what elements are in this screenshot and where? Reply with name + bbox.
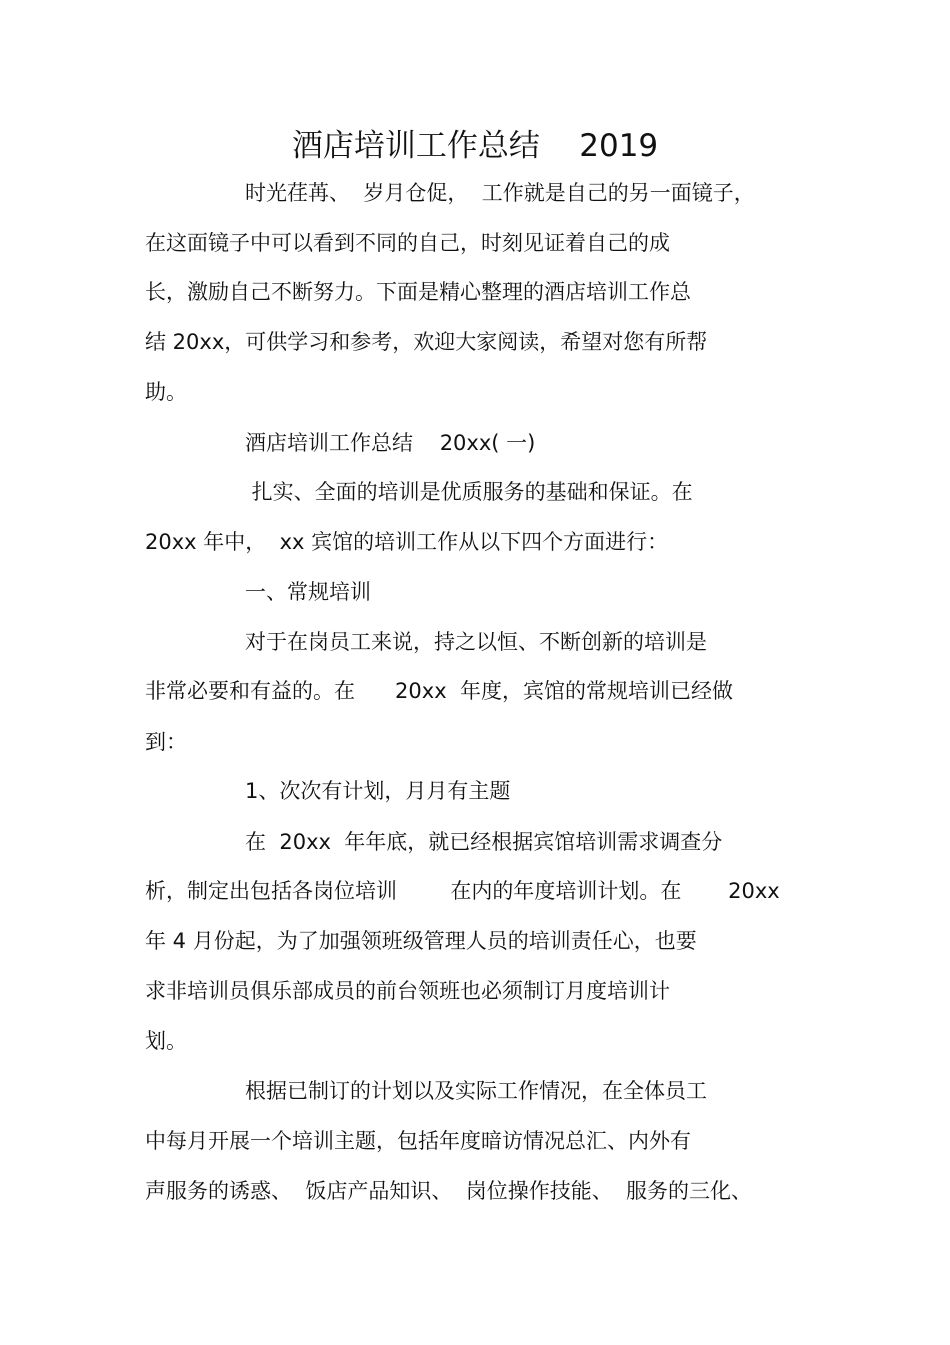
section-heading: 1、次次有计划，月月有主题 (245, 779, 511, 803)
section-heading: 一、常规培训 (245, 580, 371, 604)
paragraph-line: 声服务的诱惑、 饭店产品知识、 岗位操作技能、 服务的三化、 (145, 1179, 753, 1203)
paragraph-line: 长，激励自己不断努力。下面是精心整理的酒店培训工作总 (145, 280, 691, 304)
paragraph-line: 在这面镜子中可以看到不同的自己，时刻见证着自己的成 (145, 231, 670, 255)
paragraph-line: 在 20xx 年年底，就已经根据宾馆培训需求调查分 (245, 830, 723, 854)
paragraph-line: 年 4 月份起，为了加强领班级管理人员的培训责任心，也要 (145, 929, 697, 953)
paragraph-line: 到： (145, 730, 187, 754)
paragraph-line: 划。 (145, 1029, 187, 1053)
paragraph-line: 对于在岗员工来说，持之以恒、不断创新的培训是 (245, 630, 707, 654)
paragraph-line: 根据已制订的计划以及实际工作情况，在全体员工 (245, 1079, 707, 1103)
paragraph-line: 扎实、全面的培训是优质服务的基础和保证。在 (245, 480, 693, 504)
paragraph-line: 析，制定出包括各岗位培训 在内的年度培训计划。在 20xx (145, 879, 780, 903)
paragraph-line: 时光荏苒、 岁月仓促， 工作就是自己的另一面镜子， (245, 181, 755, 205)
paragraph-line: 中每月开展一个培训主题，包括年度暗访情况总汇、内外有 (145, 1129, 691, 1153)
paragraph-line: 结 20xx，可供学习和参考，欢迎大家阅读，希望对您有所帮 (145, 330, 708, 354)
paragraph-line: 非常必要和有益的。在 20xx 年度，宾馆的常规培训已经做 (145, 679, 733, 703)
paragraph-line: 20xx 年中， xx 宾馆的培训工作从以下四个方面进行： (145, 530, 669, 554)
paragraph-line: 求非培训员俱乐部成员的前台领班也必须制订月度培训计 (145, 979, 670, 1003)
section-heading: 酒店培训工作总结 20xx( 一) (245, 431, 536, 455)
document-title: 酒店培训工作总结 2019 (291, 128, 659, 164)
paragraph-line: 助。 (145, 380, 187, 404)
